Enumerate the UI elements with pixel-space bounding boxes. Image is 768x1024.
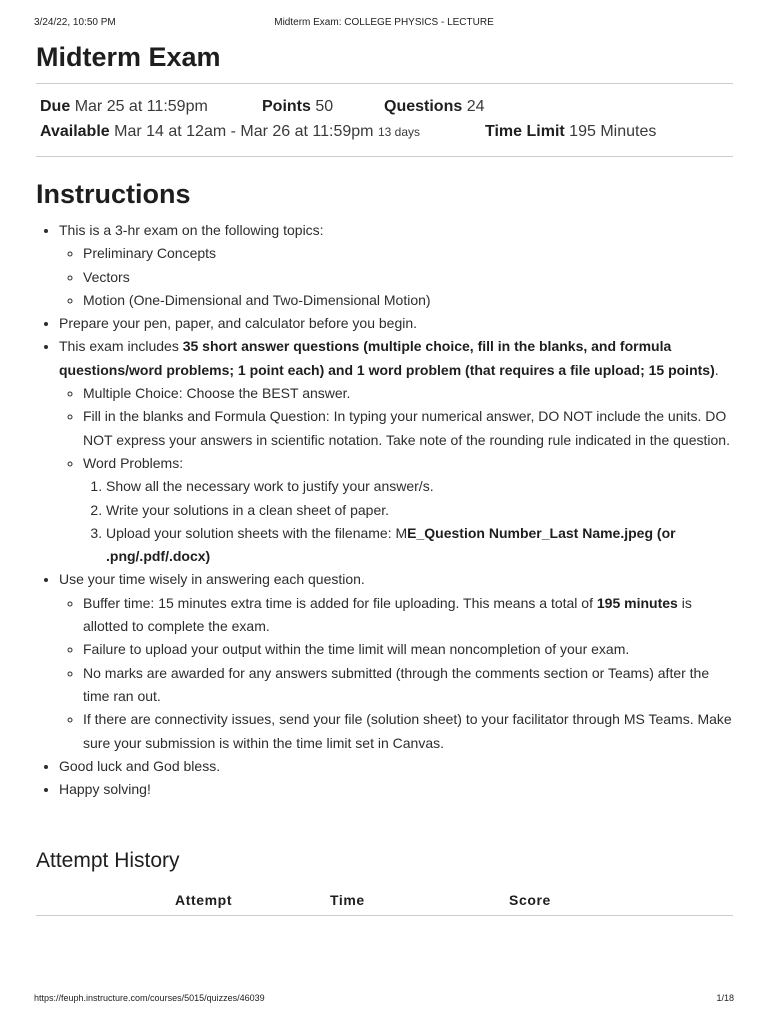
available-detail	[40, 119, 420, 145]
list-item: ◦ If there are connectivity issues, send your file (solution sheet) to your facilitator through MS Teams. Make sure your submission is within the time limit set in Canvas.	[83, 708, 733, 755]
word-problems-label: Word Problems:	[83, 454, 184, 471]
points-value: 50	[315, 98, 334, 115]
page-number: 1/18	[716, 993, 734, 1003]
list-item: ◦ Vectors	[83, 266, 733, 289]
list-item: 2. Write your solutions in a clean sheet of paper.	[106, 499, 733, 522]
exam-includes-pre: This exam includes	[59, 338, 183, 355]
points-detail	[262, 94, 333, 119]
print-page-title: Midterm Exam: COLLEGE PHYSICS - LECTURE	[274, 17, 494, 28]
list-item	[106, 522, 733, 569]
available-days: 13 days	[377, 125, 420, 139]
due-value: Mar 25 at 11:59pm	[74, 98, 208, 115]
column-header-score: Score	[509, 892, 551, 909]
list-item: • Prepare your pen, paper, and calculator before you begin.	[59, 312, 733, 335]
instructions-heading: Instructions	[36, 179, 191, 209]
time-limit-label: Time Limit	[485, 123, 565, 140]
exam-title: Midterm Exam	[36, 40, 733, 84]
due-label: Due	[40, 98, 71, 115]
filename-pre: Upload your solution sheets with the filename: M	[106, 524, 408, 541]
exam-includes-bold: 35 short answer questions (multiple choice, fill in the blanks, and formula questions/word problems; 1 point each) and 1 word problem (that requires a file upload; 15 points)	[59, 338, 715, 378]
questions-value: 24	[466, 98, 485, 115]
quiz-details	[36, 84, 733, 157]
print-header	[34, 17, 734, 31]
column-header-time: Time	[330, 892, 365, 909]
quiz-details-row-2	[40, 119, 729, 144]
time-limit-detail	[485, 119, 656, 144]
attempt-history-heading: Attempt History	[36, 849, 180, 873]
list-item: ◦ Motion (One-Dimensional and Two-Dimensional Motion)	[83, 289, 733, 312]
list-item: ◦ Failure to upload your output within the time limit will mean noncompletion of your exam.	[83, 638, 733, 661]
word-problem-steps	[83, 475, 733, 568]
attempt-history-table-header	[36, 889, 733, 916]
instructions-list	[36, 219, 733, 801]
time-wisely-text: Use your time wisely in answering each question.	[59, 571, 365, 588]
buffer-bold: 195 minutes	[596, 594, 678, 611]
list-item	[83, 592, 733, 639]
quiz-details-row-1	[40, 94, 729, 119]
print-datetime: 3/24/22, 10:50 PM	[34, 17, 116, 28]
print-footer	[34, 993, 734, 1007]
buffer-pre: Buffer time: 15 minutes extra time is added for file uploading. This means a total of	[83, 594, 597, 611]
list-item: • Good luck and God bless.	[59, 755, 733, 778]
list-item: ◦ Preliminary Concepts	[83, 242, 733, 265]
list-item: ◦ Multiple Choice: Choose the BEST answer.	[83, 382, 733, 405]
time-limit-value: 195 Minutes	[569, 123, 657, 140]
time-rules-list	[59, 592, 733, 755]
list-item: ◦ Fill in the blanks and Formula Question: In typing your numerical answer, DO NOT include the units. DO NOT express your answers in scientific notation. Take note of the rounding rule indicated in the question.	[83, 405, 733, 452]
list-item	[83, 452, 733, 568]
points-label: Points	[262, 98, 311, 115]
questions-detail	[384, 94, 484, 119]
due-detail	[40, 94, 208, 119]
list-item: • Happy solving!	[59, 778, 733, 801]
questions-label: Questions	[384, 98, 463, 115]
question-types-list	[59, 382, 733, 568]
topics-intro: This is a 3-hr exam on the following topics:	[59, 222, 324, 238]
column-header-attempt: Attempt	[175, 892, 233, 909]
list-item	[59, 219, 733, 312]
list-item: 1. Show all the necessary work to justify your answer/s.	[106, 475, 733, 498]
quiz-content	[36, 40, 733, 916]
buffer-post: is allotted to complete the exam.	[83, 594, 692, 635]
filename-bold: E_Question Number_Last Name.jpeg (or .png/.pdf/.docx)	[106, 524, 676, 565]
topics-list	[59, 242, 733, 312]
list-item	[59, 568, 733, 754]
exam-includes-post: .	[714, 361, 719, 378]
list-item	[59, 335, 733, 568]
available-label: Available	[40, 123, 110, 140]
available-value: Mar 14 at 12am - Mar 26 at 11:59pm	[114, 123, 374, 140]
page-url: https://feuph.instructure.com/courses/5015/quizzes/46039	[34, 993, 265, 1003]
list-item: ◦ No marks are awarded for any answers submitted (through the comments section or Teams) after the time ran out.	[83, 662, 733, 709]
